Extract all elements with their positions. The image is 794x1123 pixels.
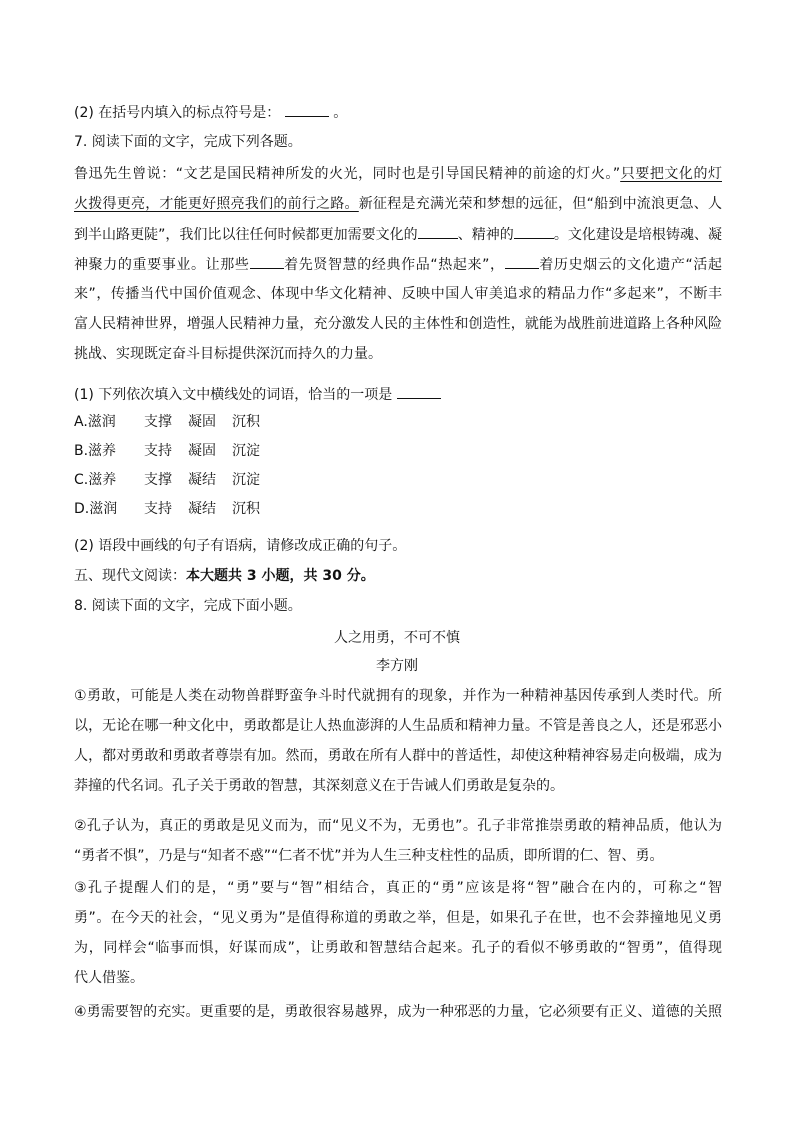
- q7-line-1: 鲁迅先生曾说：“文艺是国民精神所发的火光，同时也是引导国民精神的前途的灯火。”只要把文化的灯: [74, 166, 722, 182]
- section-heading: 五、现代文阅读：本大题共 3 小题，共 30 分。: [74, 568, 375, 584]
- fill-blank-1[interactable]: [418, 224, 458, 239]
- answer-blank[interactable]: [397, 384, 441, 399]
- q7-line-7: 挑战、实现既定奋斗目标提供深沉而持久的力量。: [74, 346, 382, 362]
- para-3-line: 勇”。在今天的社会，“见义勇为”是值得称道的勇敢之举，但是，如果孔子在世，也不会莽撞地见义勇: [74, 910, 722, 926]
- option-a[interactable]: A.滋润 支撑 凝固 沉积: [74, 414, 260, 430]
- para-3-line: ③孔子提醒人们的是，“勇”要与“智”相结合，真正的“勇”应该是将“智”融合在内的，可称之“智: [74, 880, 722, 896]
- q7-line-4: 神聚力的重要事业。让那些 着先贤智慧的经典作品“热起来”， 着历史烟云的文化遗产“活起: [74, 254, 722, 275]
- q7-line-5: 来”，传播当代中国价值观念、体现中华文化精神、反映中国人审美追求的精品力作“多起来”，不断丰: [74, 286, 722, 302]
- q6-sub2: (2) 在括号内填入的标点符号是： 。: [74, 102, 347, 123]
- para-1-line: 以，无论在哪一种文化中，勇敢都是让人热血澎湃的人生品质和精神力量。不管是善良之人，还是邪恶小: [74, 718, 722, 734]
- option-b[interactable]: B.滋养 支持 凝固 沉淀: [74, 443, 260, 459]
- q7-heading: 7. 阅读下面的文字，完成下列各题。: [74, 134, 302, 150]
- para-2-line: ②孔子认为，真正的勇敢是见义而为，而“见义不为，无勇也”。孔子非常推崇勇敢的精神品质，他认为: [74, 818, 722, 834]
- fill-blank-4[interactable]: [505, 254, 539, 269]
- underlined-sentence: 只要把文化的灯: [620, 166, 722, 182]
- article-title: 人之用勇，不可不慎: [334, 630, 460, 646]
- option-c[interactable]: C.滋养 支撑 凝结 沉淀: [74, 472, 260, 488]
- underlined-sentence: 火拨得更亮，才能更好照亮我们的前行之路。: [74, 196, 359, 212]
- q7-line-6: 富人民精神世界，增强人民精神力量，充分激发人民的主体性和创造性，就能为战胜前进道路上各种风险: [74, 316, 722, 332]
- para-4-line: ④勇需要智的充实。更重要的是，勇敢很容易越界，成为一种邪恶的力量，它必须要有正义、道德的关照: [74, 1004, 722, 1020]
- fill-blank-2[interactable]: [514, 224, 554, 239]
- para-3-line: 为，同样会“临事而惧，好谋而成”，让勇敢和智慧结合起来。孔子的看似不够勇敢的“智勇”，值得现: [74, 940, 722, 956]
- q7-line-2: 火拨得更亮，才能更好照亮我们的前行之路。新征程是充满光荣和梦想的远征，但“船到中流浪更急、人: [74, 196, 722, 212]
- q7-sub1: (1) 下列依次填入文中横线处的词语，恰当的一项是: [74, 384, 441, 405]
- q8-heading: 8. 阅读下面的文字，完成下面小题。: [74, 598, 302, 614]
- article-author: 李方刚: [376, 658, 418, 674]
- q7-sub2: (2) 语段中画线的句子有语病，请修改成正确的句子。: [74, 538, 407, 554]
- para-3-line: 代人借鉴。: [74, 970, 144, 986]
- option-d[interactable]: D.滋润 支持 凝结 沉积: [74, 501, 260, 517]
- para-1-line: 人，都对勇敢和勇敢者尊崇有加。然而，勇敢在所有人群中的普适性，却使这种精神容易走向极端，成为: [74, 748, 722, 764]
- fill-blank-3[interactable]: [250, 254, 284, 269]
- para-1-line: ①勇敢，可能是人类在动物兽群野蛮争斗时代就拥有的现象，并作为一种精神基因传承到人类时代。所: [74, 688, 722, 704]
- para-1-line: 莽撞的代名词。孔子关于勇敢的智慧，其深刻意义在于告诫人们勇敢是复杂的。: [74, 778, 564, 794]
- q7-line-3: 到半山路更陡”，我们比以往任何时候都更加需要文化的 、精神的 。文化建设是培根铸魂、凝: [74, 224, 722, 245]
- para-2-line: “勇者不惧”，乃是与“知者不惑”“仁者不忧”并为人生三种支柱性的品质，即所谓的仁、智、勇。: [74, 848, 664, 864]
- answer-blank[interactable]: [285, 102, 329, 117]
